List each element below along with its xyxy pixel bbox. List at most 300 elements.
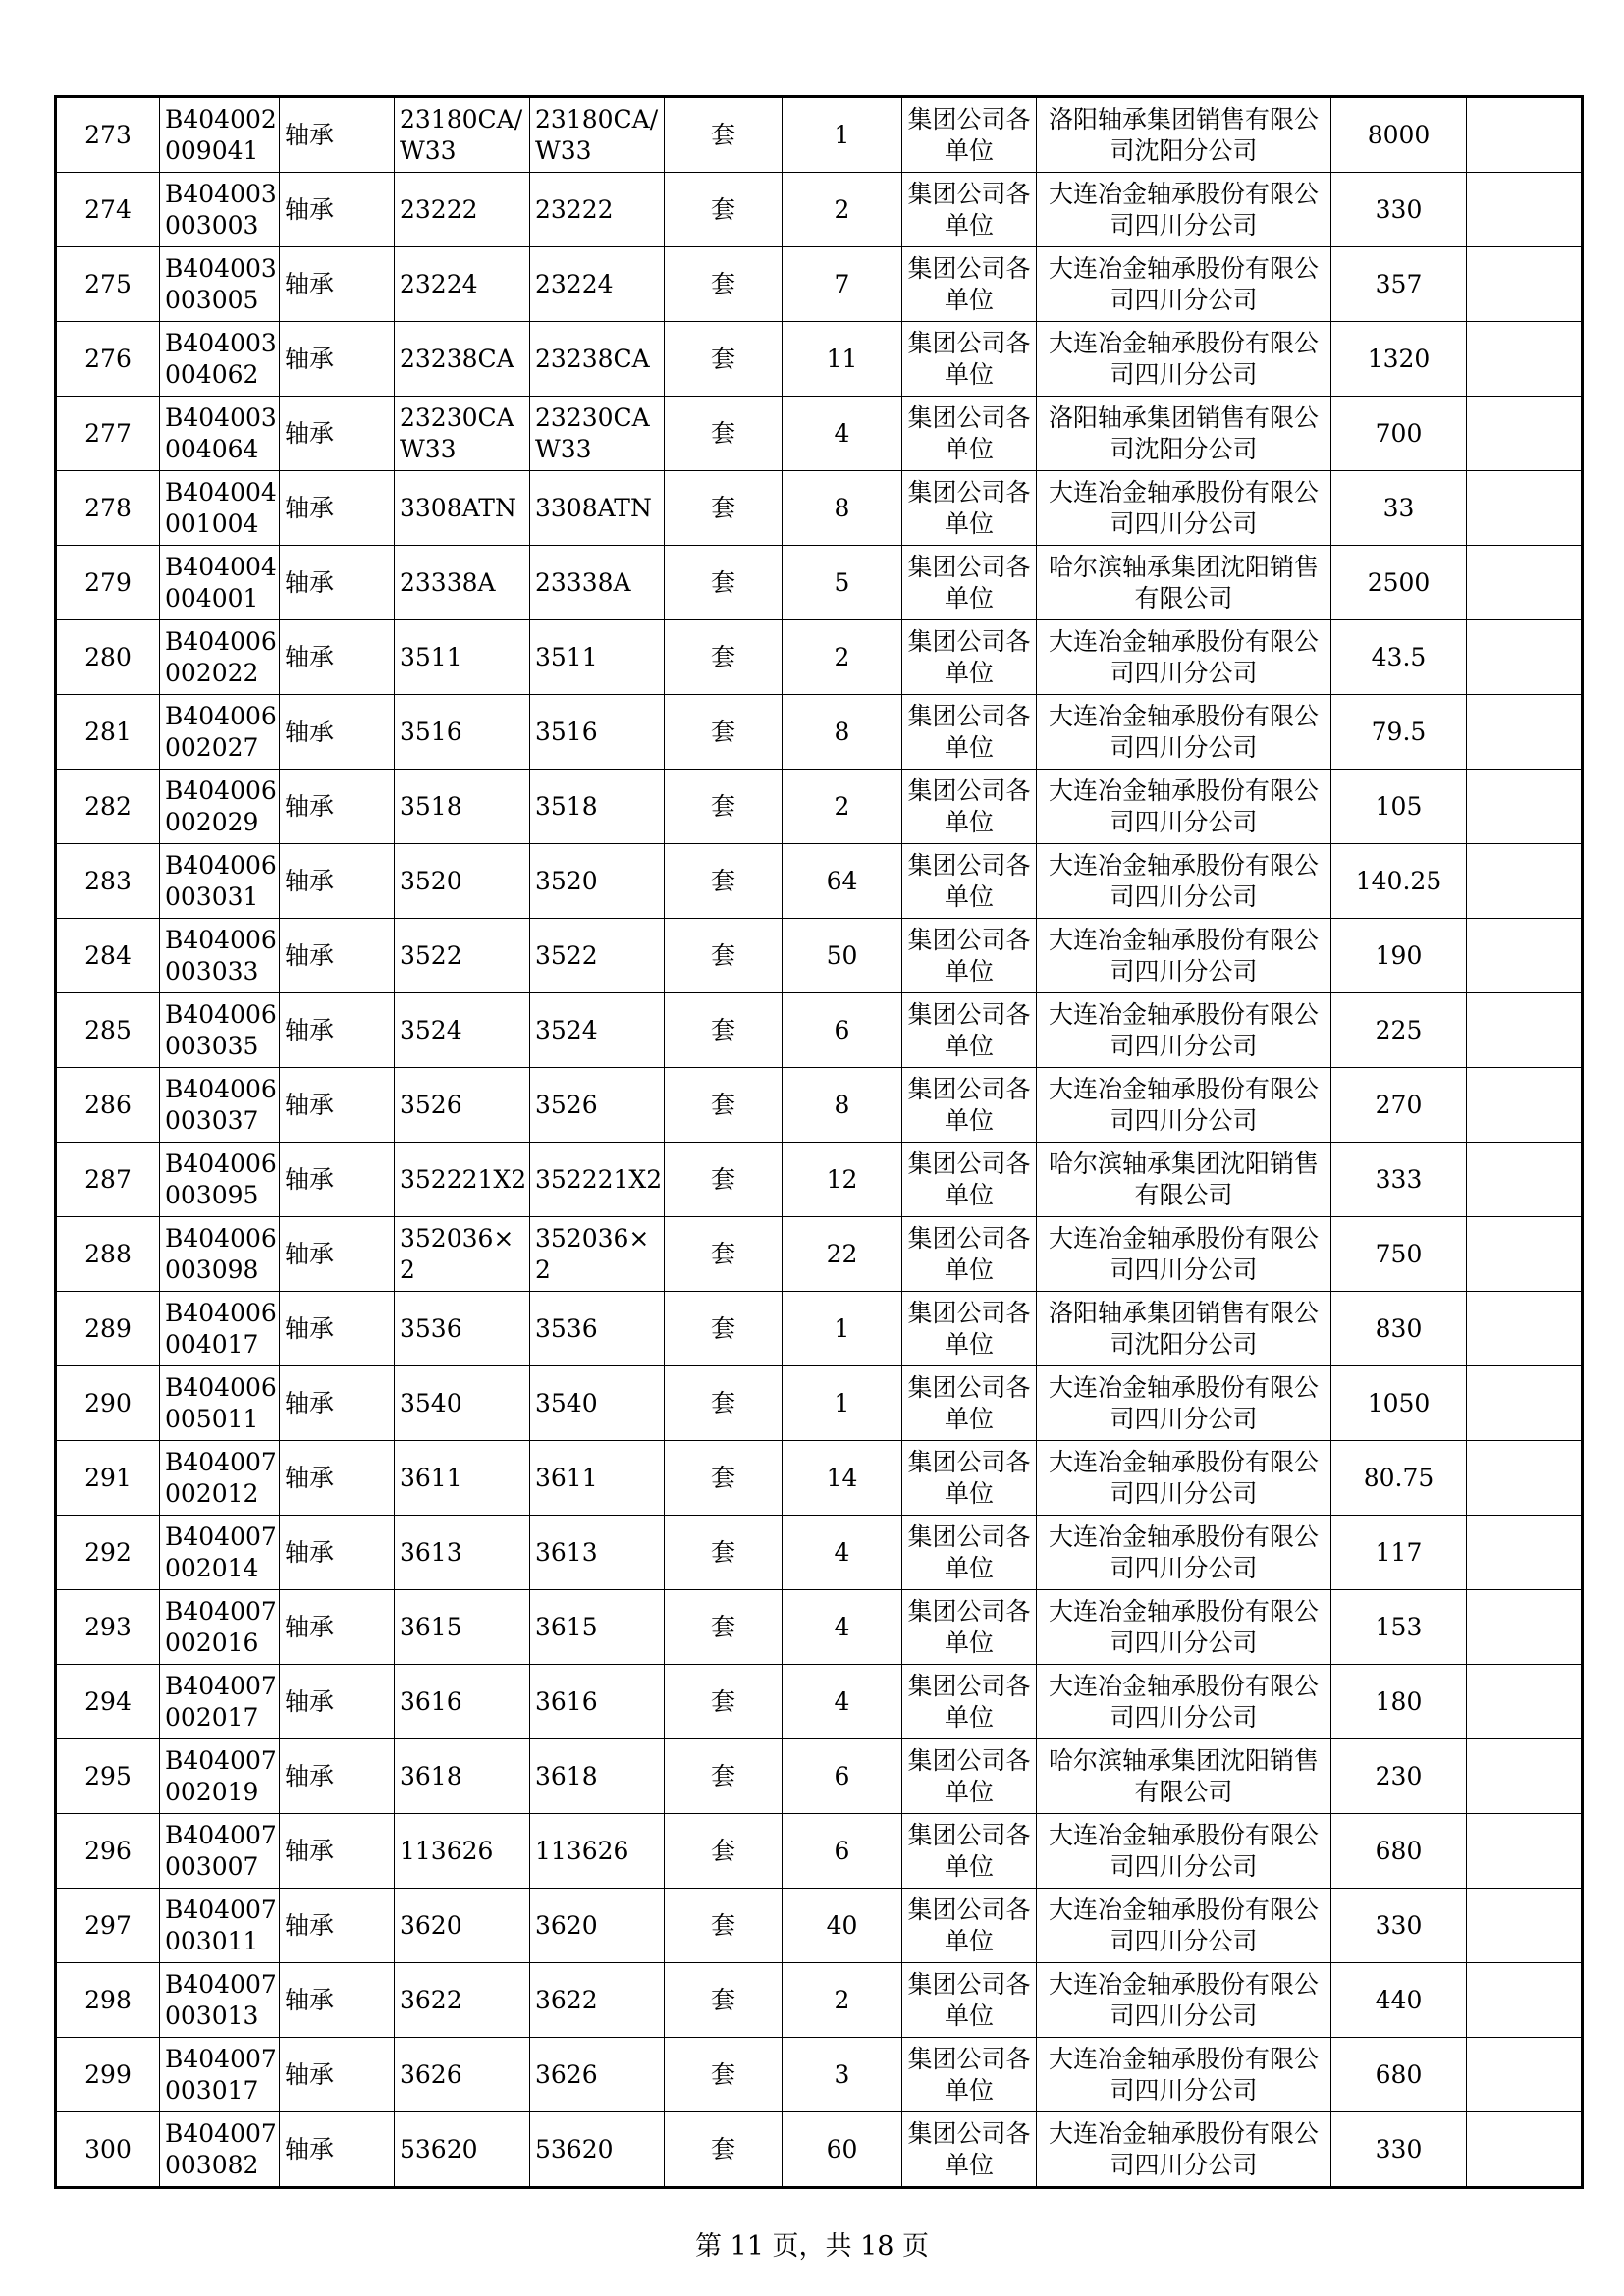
cell-spec: 3611 xyxy=(395,1441,530,1516)
cell-material-code: B404002009041 xyxy=(160,97,280,173)
cell-supplier: 洛阳轴承集团销售有限公司沈阳分公司 xyxy=(1037,397,1331,471)
cell-no: 285 xyxy=(56,993,160,1068)
table-row xyxy=(56,247,1583,322)
table-row xyxy=(56,322,1583,397)
cell-unit: 套 xyxy=(665,620,783,695)
cell-material-code: B404006002029 xyxy=(160,770,280,844)
cell-scope: 集团公司各单位 xyxy=(902,1739,1037,1814)
cell-spec: 3615 xyxy=(395,1590,530,1665)
cell-unit: 套 xyxy=(665,1292,783,1366)
cell-material-code: B404007003017 xyxy=(160,2038,280,2112)
cell-no: 276 xyxy=(56,322,160,397)
table-row xyxy=(56,1516,1583,1590)
cell-supplier: 大连冶金轴承股份有限公司四川分公司 xyxy=(1037,993,1331,1068)
cell-spec: 3618 xyxy=(395,1739,530,1814)
table-row xyxy=(56,546,1583,620)
cell-spec: 23238CA xyxy=(395,322,530,397)
cell-spec: 53620 xyxy=(395,2112,530,2188)
cell-supplier: 大连冶金轴承股份有限公司四川分公司 xyxy=(1037,2038,1331,2112)
cell-no: 297 xyxy=(56,1889,160,1963)
cell-supplier: 大连冶金轴承股份有限公司四川分公司 xyxy=(1037,1963,1331,2038)
cell-model: 113626 xyxy=(530,1814,665,1889)
cell-supplier: 大连冶金轴承股份有限公司四川分公司 xyxy=(1037,247,1331,322)
cell-model: 23222 xyxy=(530,173,665,247)
cell-material-name: 轴承 xyxy=(280,1366,395,1441)
cell-model: 352221X2 xyxy=(530,1143,665,1217)
cell-scope: 集团公司各单位 xyxy=(902,322,1037,397)
cell-remark xyxy=(1467,993,1583,1068)
cell-scope: 集团公司各单位 xyxy=(902,1217,1037,1292)
cell-material-name: 轴承 xyxy=(280,695,395,770)
cell-quantity: 11 xyxy=(783,322,902,397)
cell-material-code: B404007003082 xyxy=(160,2112,280,2188)
table-row xyxy=(56,695,1583,770)
cell-remark xyxy=(1467,173,1583,247)
cell-quantity: 40 xyxy=(783,1889,902,1963)
cell-supplier: 大连冶金轴承股份有限公司四川分公司 xyxy=(1037,1366,1331,1441)
cell-unit: 套 xyxy=(665,1516,783,1590)
cell-no: 283 xyxy=(56,844,160,919)
cell-spec: 3522 xyxy=(395,919,530,993)
cell-unit: 套 xyxy=(665,993,783,1068)
cell-scope: 集团公司各单位 xyxy=(902,471,1037,546)
cell-supplier: 大连冶金轴承股份有限公司四川分公司 xyxy=(1037,1217,1331,1292)
cell-material-name: 轴承 xyxy=(280,770,395,844)
cell-remark xyxy=(1467,1814,1583,1889)
cell-material-code: B404003004064 xyxy=(160,397,280,471)
cell-material-name: 轴承 xyxy=(280,1889,395,1963)
cell-quantity: 2 xyxy=(783,620,902,695)
cell-material-code: B404006005011 xyxy=(160,1366,280,1441)
cell-material-name: 轴承 xyxy=(280,844,395,919)
cell-material-name: 轴承 xyxy=(280,1292,395,1366)
table-row xyxy=(56,2038,1583,2112)
cell-scope: 集团公司各单位 xyxy=(902,397,1037,471)
cell-unit: 套 xyxy=(665,1217,783,1292)
cell-model: 23224 xyxy=(530,247,665,322)
cell-model: 3518 xyxy=(530,770,665,844)
cell-model: 3615 xyxy=(530,1590,665,1665)
cell-price: 440 xyxy=(1331,1963,1467,2038)
cell-price: 180 xyxy=(1331,1665,1467,1739)
cell-quantity: 8 xyxy=(783,695,902,770)
cell-spec: 3526 xyxy=(395,1068,530,1143)
cell-model: 3613 xyxy=(530,1516,665,1590)
cell-no: 291 xyxy=(56,1441,160,1516)
cell-scope: 集团公司各单位 xyxy=(902,695,1037,770)
table-row xyxy=(56,993,1583,1068)
cell-unit: 套 xyxy=(665,1889,783,1963)
cell-spec: 3540 xyxy=(395,1366,530,1441)
cell-no: 286 xyxy=(56,1068,160,1143)
cell-quantity: 50 xyxy=(783,919,902,993)
cell-remark xyxy=(1467,695,1583,770)
cell-price: 330 xyxy=(1331,1889,1467,1963)
cell-material-code: B404007002014 xyxy=(160,1516,280,1590)
cell-model: 23230CAW33 xyxy=(530,397,665,471)
cell-scope: 集团公司各单位 xyxy=(902,1068,1037,1143)
cell-scope: 集团公司各单位 xyxy=(902,919,1037,993)
cell-no: 294 xyxy=(56,1665,160,1739)
cell-quantity: 3 xyxy=(783,2038,902,2112)
cell-price: 330 xyxy=(1331,173,1467,247)
cell-spec: 113626 xyxy=(395,1814,530,1889)
cell-no: 280 xyxy=(56,620,160,695)
cell-scope: 集团公司各单位 xyxy=(902,993,1037,1068)
table-row xyxy=(56,1889,1583,1963)
cell-supplier: 大连冶金轴承股份有限公司四川分公司 xyxy=(1037,844,1331,919)
cell-model: 3618 xyxy=(530,1739,665,1814)
cell-quantity: 6 xyxy=(783,993,902,1068)
cell-unit: 套 xyxy=(665,247,783,322)
cell-supplier: 大连冶金轴承股份有限公司四川分公司 xyxy=(1037,1814,1331,1889)
cell-remark xyxy=(1467,1143,1583,1217)
cell-price: 153 xyxy=(1331,1590,1467,1665)
table-row xyxy=(56,1217,1583,1292)
cell-scope: 集团公司各单位 xyxy=(902,1590,1037,1665)
cell-supplier: 大连冶金轴承股份有限公司四川分公司 xyxy=(1037,1590,1331,1665)
cell-no: 289 xyxy=(56,1292,160,1366)
cell-no: 298 xyxy=(56,1963,160,2038)
cell-scope: 集团公司各单位 xyxy=(902,1889,1037,1963)
cell-spec: 3516 xyxy=(395,695,530,770)
cell-material-code: B404004001004 xyxy=(160,471,280,546)
cell-material-name: 轴承 xyxy=(280,1963,395,2038)
cell-price: 680 xyxy=(1331,2038,1467,2112)
cell-spec: 3622 xyxy=(395,1963,530,2038)
cell-material-code: B404006003031 xyxy=(160,844,280,919)
table-row xyxy=(56,1292,1583,1366)
cell-price: 750 xyxy=(1331,1217,1467,1292)
cell-price: 33 xyxy=(1331,471,1467,546)
cell-material-name: 轴承 xyxy=(280,1143,395,1217)
cell-scope: 集团公司各单位 xyxy=(902,1963,1037,2038)
cell-spec: 3520 xyxy=(395,844,530,919)
cell-quantity: 7 xyxy=(783,247,902,322)
cell-material-name: 轴承 xyxy=(280,2038,395,2112)
cell-quantity: 12 xyxy=(783,1143,902,1217)
cell-quantity: 4 xyxy=(783,397,902,471)
cell-material-code: B404006002022 xyxy=(160,620,280,695)
cell-quantity: 6 xyxy=(783,1739,902,1814)
table-row xyxy=(56,2112,1583,2188)
cell-material-code: B404006003035 xyxy=(160,993,280,1068)
cell-model: 3536 xyxy=(530,1292,665,1366)
cell-model: 3540 xyxy=(530,1366,665,1441)
cell-remark xyxy=(1467,97,1583,173)
cell-material-name: 轴承 xyxy=(280,97,395,173)
cell-unit: 套 xyxy=(665,1590,783,1665)
cell-quantity: 2 xyxy=(783,770,902,844)
cell-remark xyxy=(1467,397,1583,471)
cell-spec: 23180CA/W33 xyxy=(395,97,530,173)
cell-spec: 23230CAW33 xyxy=(395,397,530,471)
cell-spec: 3616 xyxy=(395,1665,530,1739)
cell-material-code: B404006004017 xyxy=(160,1292,280,1366)
cell-price: 830 xyxy=(1331,1292,1467,1366)
table-row xyxy=(56,1441,1583,1516)
cell-material-name: 轴承 xyxy=(280,471,395,546)
cell-price: 8000 xyxy=(1331,97,1467,173)
cell-scope: 集团公司各单位 xyxy=(902,173,1037,247)
cell-model: 23238CA xyxy=(530,322,665,397)
cell-price: 140.25 xyxy=(1331,844,1467,919)
cell-supplier: 洛阳轴承集团销售有限公司沈阳分公司 xyxy=(1037,97,1331,173)
cell-no: 288 xyxy=(56,1217,160,1292)
procurement-table xyxy=(54,95,1584,2189)
cell-remark xyxy=(1467,2112,1583,2188)
cell-material-name: 轴承 xyxy=(280,919,395,993)
cell-model: 3516 xyxy=(530,695,665,770)
cell-material-name: 轴承 xyxy=(280,1068,395,1143)
cell-material-code: B404007003011 xyxy=(160,1889,280,1963)
cell-no: 273 xyxy=(56,97,160,173)
cell-spec: 352221X2 xyxy=(395,1143,530,1217)
cell-spec: 3536 xyxy=(395,1292,530,1366)
cell-unit: 套 xyxy=(665,471,783,546)
cell-supplier: 大连冶金轴承股份有限公司四川分公司 xyxy=(1037,1516,1331,1590)
cell-unit: 套 xyxy=(665,97,783,173)
cell-supplier: 大连冶金轴承股份有限公司四川分公司 xyxy=(1037,695,1331,770)
cell-model: 3520 xyxy=(530,844,665,919)
cell-material-name: 轴承 xyxy=(280,1665,395,1739)
cell-no: 279 xyxy=(56,546,160,620)
cell-scope: 集团公司各单位 xyxy=(902,770,1037,844)
cell-material-name: 轴承 xyxy=(280,173,395,247)
cell-supplier: 哈尔滨轴承集团沈阳销售有限公司 xyxy=(1037,546,1331,620)
cell-scope: 集团公司各单位 xyxy=(902,1516,1037,1590)
cell-scope: 集团公司各单位 xyxy=(902,844,1037,919)
cell-no: 299 xyxy=(56,2038,160,2112)
cell-remark xyxy=(1467,1739,1583,1814)
page-footer: 第 11 页，共 18 页 xyxy=(694,2231,930,2262)
cell-material-name: 轴承 xyxy=(280,2112,395,2188)
cell-quantity: 4 xyxy=(783,1665,902,1739)
cell-material-code: B404006002027 xyxy=(160,695,280,770)
cell-remark xyxy=(1467,471,1583,546)
cell-material-name: 轴承 xyxy=(280,993,395,1068)
cell-remark xyxy=(1467,844,1583,919)
cell-remark xyxy=(1467,1889,1583,1963)
cell-unit: 套 xyxy=(665,546,783,620)
cell-remark xyxy=(1467,1068,1583,1143)
cell-supplier: 哈尔滨轴承集团沈阳销售有限公司 xyxy=(1037,1739,1331,1814)
cell-supplier: 大连冶金轴承股份有限公司四川分公司 xyxy=(1037,1441,1331,1516)
cell-price: 2500 xyxy=(1331,546,1467,620)
cell-supplier: 哈尔滨轴承集团沈阳销售有限公司 xyxy=(1037,1143,1331,1217)
cell-scope: 集团公司各单位 xyxy=(902,2112,1037,2188)
table-row xyxy=(56,919,1583,993)
cell-spec: 3613 xyxy=(395,1516,530,1590)
cell-price: 680 xyxy=(1331,1814,1467,1889)
cell-scope: 集团公司各单位 xyxy=(902,97,1037,173)
cell-supplier: 大连冶金轴承股份有限公司四川分公司 xyxy=(1037,2112,1331,2188)
cell-model: 352036×2 xyxy=(530,1217,665,1292)
cell-remark xyxy=(1467,1292,1583,1366)
cell-scope: 集团公司各单位 xyxy=(902,546,1037,620)
cell-unit: 套 xyxy=(665,695,783,770)
cell-scope: 集团公司各单位 xyxy=(902,1143,1037,1217)
cell-spec: 3620 xyxy=(395,1889,530,1963)
cell-material-code: B404003003005 xyxy=(160,247,280,322)
cell-material-name: 轴承 xyxy=(280,1814,395,1889)
cell-quantity: 2 xyxy=(783,173,902,247)
cell-material-name: 轴承 xyxy=(280,1441,395,1516)
cell-scope: 集团公司各单位 xyxy=(902,1441,1037,1516)
cell-no: 287 xyxy=(56,1143,160,1217)
cell-material-name: 轴承 xyxy=(280,322,395,397)
cell-material-code: B404007002016 xyxy=(160,1590,280,1665)
cell-no: 292 xyxy=(56,1516,160,1590)
cell-unit: 套 xyxy=(665,397,783,471)
cell-no: 293 xyxy=(56,1590,160,1665)
cell-supplier: 大连冶金轴承股份有限公司四川分公司 xyxy=(1037,1665,1331,1739)
cell-unit: 套 xyxy=(665,1665,783,1739)
cell-quantity: 64 xyxy=(783,844,902,919)
cell-material-code: B404003004062 xyxy=(160,322,280,397)
cell-unit: 套 xyxy=(665,1366,783,1441)
cell-spec: 3524 xyxy=(395,993,530,1068)
cell-unit: 套 xyxy=(665,770,783,844)
cell-model: 3522 xyxy=(530,919,665,993)
cell-quantity: 4 xyxy=(783,1590,902,1665)
cell-scope: 集团公司各单位 xyxy=(902,1366,1037,1441)
cell-model: 3524 xyxy=(530,993,665,1068)
cell-model: 53620 xyxy=(530,2112,665,2188)
cell-quantity: 1 xyxy=(783,97,902,173)
cell-no: 296 xyxy=(56,1814,160,1889)
cell-quantity: 5 xyxy=(783,546,902,620)
cell-spec: 3308ATN xyxy=(395,471,530,546)
cell-material-code: B404007002012 xyxy=(160,1441,280,1516)
cell-price: 270 xyxy=(1331,1068,1467,1143)
cell-material-name: 轴承 xyxy=(280,1516,395,1590)
cell-scope: 集团公司各单位 xyxy=(902,1665,1037,1739)
cell-spec: 3511 xyxy=(395,620,530,695)
cell-material-code: B404007003007 xyxy=(160,1814,280,1889)
cell-supplier: 大连冶金轴承股份有限公司四川分公司 xyxy=(1037,173,1331,247)
cell-remark xyxy=(1467,1217,1583,1292)
table-row xyxy=(56,1665,1583,1739)
cell-price: 230 xyxy=(1331,1739,1467,1814)
cell-unit: 套 xyxy=(665,919,783,993)
table-row xyxy=(56,97,1583,173)
cell-quantity: 8 xyxy=(783,471,902,546)
cell-price: 700 xyxy=(1331,397,1467,471)
table-row xyxy=(56,620,1583,695)
cell-material-code: B404006003095 xyxy=(160,1143,280,1217)
table-row xyxy=(56,471,1583,546)
cell-material-code: B404003003003 xyxy=(160,173,280,247)
cell-remark xyxy=(1467,1590,1583,1665)
cell-quantity: 4 xyxy=(783,1516,902,1590)
cell-model: 3626 xyxy=(530,2038,665,2112)
cell-supplier: 大连冶金轴承股份有限公司四川分公司 xyxy=(1037,471,1331,546)
cell-no: 282 xyxy=(56,770,160,844)
cell-price: 80.75 xyxy=(1331,1441,1467,1516)
cell-model: 3616 xyxy=(530,1665,665,1739)
cell-no: 275 xyxy=(56,247,160,322)
cell-remark xyxy=(1467,1366,1583,1441)
table-row xyxy=(56,844,1583,919)
cell-no: 277 xyxy=(56,397,160,471)
cell-model: 3511 xyxy=(530,620,665,695)
cell-price: 43.5 xyxy=(1331,620,1467,695)
cell-spec: 23224 xyxy=(395,247,530,322)
cell-unit: 套 xyxy=(665,2038,783,2112)
cell-supplier: 大连冶金轴承股份有限公司四川分公司 xyxy=(1037,919,1331,993)
cell-no: 281 xyxy=(56,695,160,770)
cell-price: 330 xyxy=(1331,2112,1467,2188)
cell-unit: 套 xyxy=(665,1143,783,1217)
cell-material-code: B404007002019 xyxy=(160,1739,280,1814)
table-row xyxy=(56,173,1583,247)
table-row xyxy=(56,1963,1583,2038)
cell-scope: 集团公司各单位 xyxy=(902,1814,1037,1889)
cell-quantity: 8 xyxy=(783,1068,902,1143)
cell-material-code: B404006003037 xyxy=(160,1068,280,1143)
cell-supplier: 大连冶金轴承股份有限公司四川分公司 xyxy=(1037,620,1331,695)
cell-price: 1050 xyxy=(1331,1366,1467,1441)
table-row xyxy=(56,1739,1583,1814)
cell-price: 105 xyxy=(1331,770,1467,844)
cell-quantity: 2 xyxy=(783,1963,902,2038)
cell-material-name: 轴承 xyxy=(280,1590,395,1665)
table-row xyxy=(56,1590,1583,1665)
cell-no: 295 xyxy=(56,1739,160,1814)
cell-no: 290 xyxy=(56,1366,160,1441)
cell-material-code: B404007003013 xyxy=(160,1963,280,2038)
cell-no: 300 xyxy=(56,2112,160,2188)
table-row xyxy=(56,1068,1583,1143)
cell-supplier: 大连冶金轴承股份有限公司四川分公司 xyxy=(1037,1889,1331,1963)
cell-no: 284 xyxy=(56,919,160,993)
cell-material-name: 轴承 xyxy=(280,1217,395,1292)
cell-price: 117 xyxy=(1331,1516,1467,1590)
cell-model: 3611 xyxy=(530,1441,665,1516)
cell-model: 3620 xyxy=(530,1889,665,1963)
cell-model: 3308ATN xyxy=(530,471,665,546)
cell-model: 23180CA/W33 xyxy=(530,97,665,173)
cell-unit: 套 xyxy=(665,2112,783,2188)
cell-material-code: B404004004001 xyxy=(160,546,280,620)
cell-spec: 3626 xyxy=(395,2038,530,2112)
cell-remark xyxy=(1467,770,1583,844)
cell-remark xyxy=(1467,1665,1583,1739)
table-row xyxy=(56,397,1583,471)
cell-quantity: 1 xyxy=(783,1366,902,1441)
cell-model: 3526 xyxy=(530,1068,665,1143)
table-row xyxy=(56,1814,1583,1889)
cell-scope: 集团公司各单位 xyxy=(902,247,1037,322)
cell-unit: 套 xyxy=(665,1739,783,1814)
cell-unit: 套 xyxy=(665,322,783,397)
cell-remark xyxy=(1467,1516,1583,1590)
cell-material-name: 轴承 xyxy=(280,546,395,620)
cell-material-code: B404007002017 xyxy=(160,1665,280,1739)
cell-price: 79.5 xyxy=(1331,695,1467,770)
table-row xyxy=(56,1366,1583,1441)
cell-material-name: 轴承 xyxy=(280,620,395,695)
cell-scope: 集团公司各单位 xyxy=(902,1292,1037,1366)
cell-unit: 套 xyxy=(665,844,783,919)
cell-scope: 集团公司各单位 xyxy=(902,620,1037,695)
cell-remark xyxy=(1467,919,1583,993)
cell-scope: 集团公司各单位 xyxy=(902,2038,1037,2112)
cell-spec: 23222 xyxy=(395,173,530,247)
cell-quantity: 22 xyxy=(783,1217,902,1292)
cell-unit: 套 xyxy=(665,1814,783,1889)
